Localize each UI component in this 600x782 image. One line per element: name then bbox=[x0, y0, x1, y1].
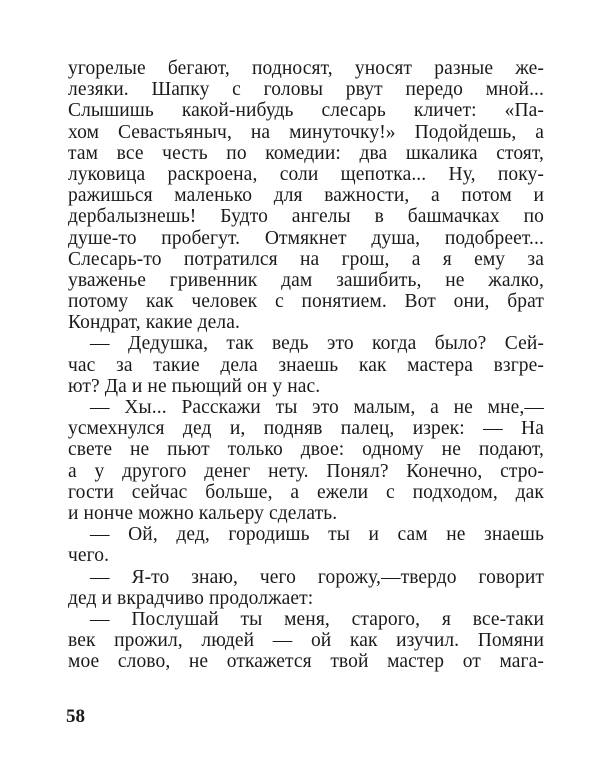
text-line: дед и вкрадчиво продолжает: bbox=[68, 587, 314, 609]
text-line: душе-то пробегут. Отмякнет душа, подобреет... bbox=[68, 227, 544, 249]
text-line: и нонче можно кальеру сделать. bbox=[68, 502, 338, 524]
text-line: — Ой, дед, городишь ты и сам не знаешь bbox=[90, 524, 544, 546]
text-line: а у другого денег нету. Понял? Конечно, стро- bbox=[68, 460, 544, 482]
text-line: — Дедушка, так ведь это когда было? Сей- bbox=[90, 333, 544, 355]
text-line: там все честь по комедии: два шкалика стоят, bbox=[68, 142, 544, 164]
text-line: потому как человек с понятием. Вот они, брат bbox=[68, 291, 544, 313]
text-line: Слесарь-то потратился на грош, а я ему за bbox=[68, 248, 544, 270]
text-line: уваженье гривенник дам зашибить, не жалко, bbox=[68, 269, 544, 291]
text-line: луковица раскроена, соли щепотка... Ну, поку- bbox=[68, 163, 544, 185]
text-line: ют? Да и не пьющий он у нас. bbox=[68, 375, 321, 397]
text-line: — Я-то знаю, чего горожу,—твердо говорит bbox=[90, 566, 544, 588]
text-line: мое слово, не откажется твой мастер от мага- bbox=[68, 651, 544, 673]
text-line: Слышишь какой-нибудь слесарь кличет: «Па- bbox=[68, 100, 544, 122]
text-line: — Послушай ты меня, старого, я все-таки bbox=[90, 608, 544, 630]
text-line: угорелые бегают, подносят, уносят разные же- bbox=[68, 58, 544, 79]
text-line: лезяки. Шапку с головы рвут передо мной... bbox=[68, 79, 544, 101]
text-line: час за такие дела знаешь как мастера взгре- bbox=[68, 354, 544, 376]
page-body-text bbox=[68, 58, 544, 672]
text-line: дербалызнешь! Будто ангелы в башмачках по bbox=[68, 206, 544, 228]
text-line: хом Севастьяныч, на минуточку!» Подойдешь, а bbox=[68, 121, 544, 143]
text-line: Кондрат, какие дела. bbox=[68, 312, 240, 334]
page-number: 58 bbox=[66, 706, 85, 727]
text-line: чего. bbox=[68, 545, 110, 567]
text-line: свете не пьют только двое: одному не подают, bbox=[68, 439, 544, 461]
text-line: гости сейчас больше, а ежели с подходом, дак bbox=[68, 481, 544, 503]
text-line: — Хы... Расскажи ты это малым, а не мне,— bbox=[90, 397, 544, 418]
text-line: усмехнулся дед и, подняв палец, изрек: — На bbox=[68, 418, 544, 440]
text-line: век прожил, людей — ой как изучил. Помяни bbox=[68, 630, 544, 652]
text-line: ражишься маленько для важности, а потом и bbox=[68, 185, 544, 207]
